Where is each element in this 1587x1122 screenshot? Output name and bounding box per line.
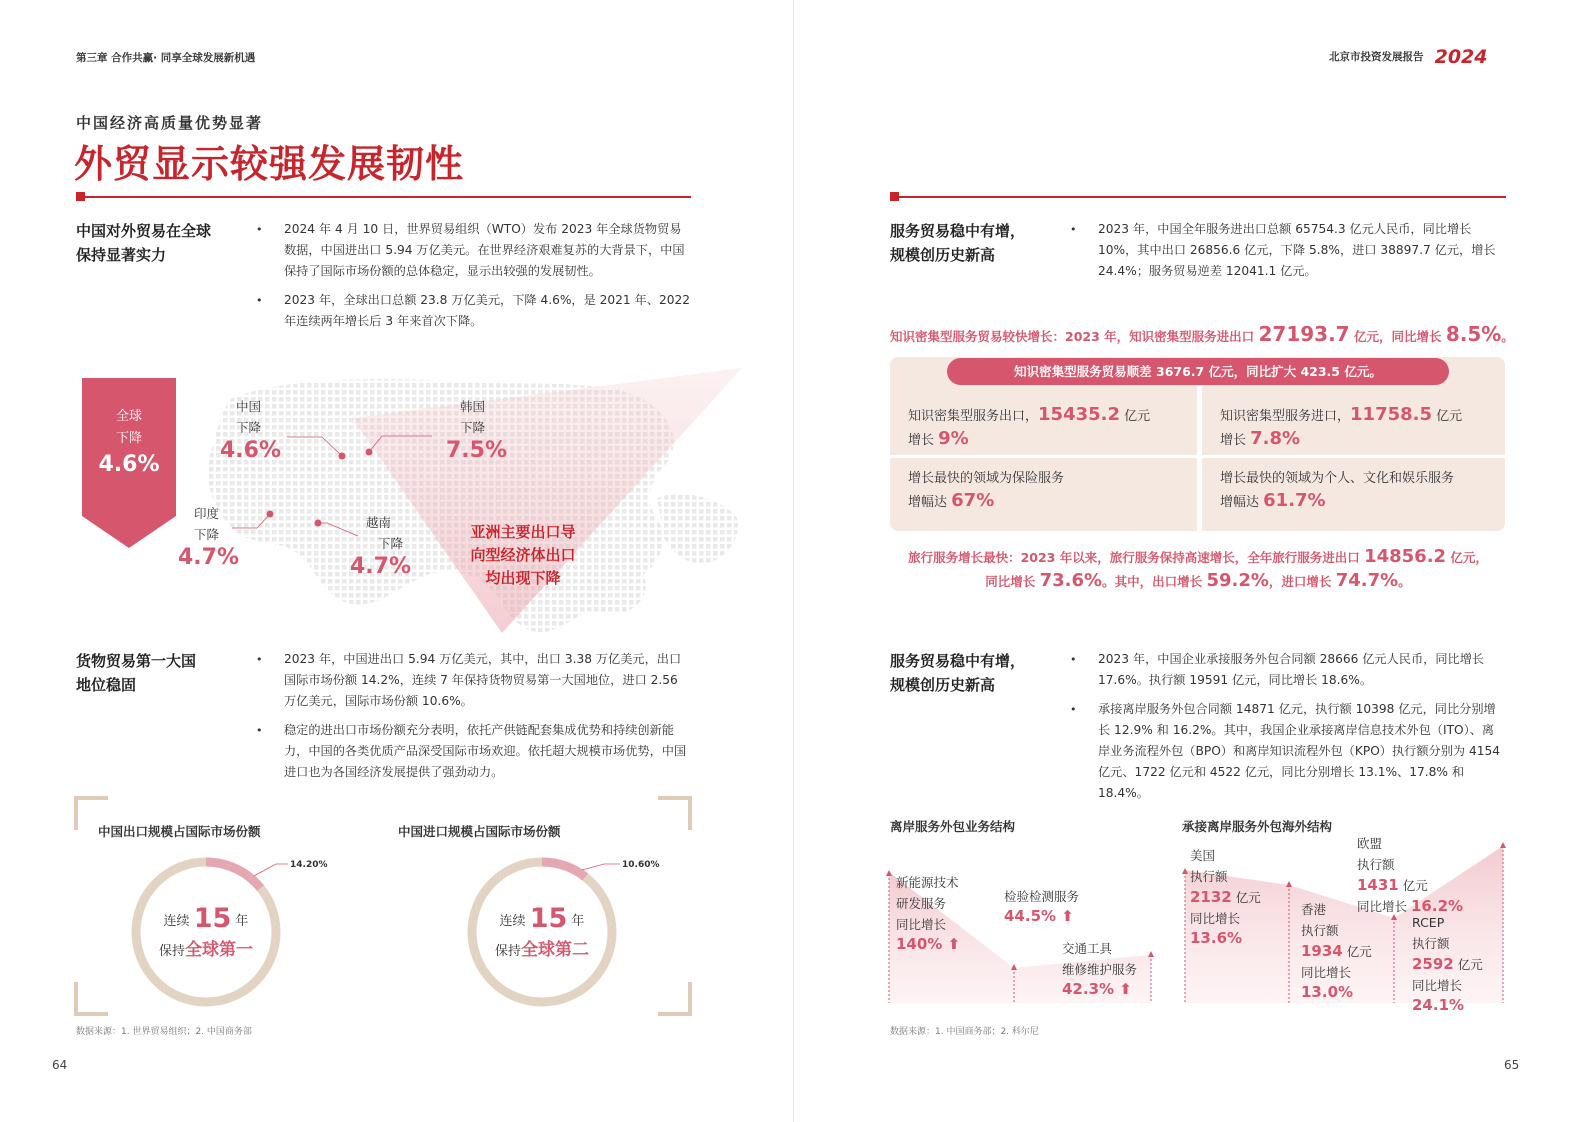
global-badge xyxy=(82,406,176,480)
block2-heading-line1: 货物贸易第一大国 xyxy=(76,652,197,670)
knowledge-growth: 8.5% xyxy=(1445,322,1502,346)
chart1-item-newenergy xyxy=(896,872,960,953)
chart1-item-transport xyxy=(1062,938,1137,998)
bullet-item: • 2023 年，中国企业承接服务外包合同额 28666 亿元人民币，同比增长 17.6%。执行额 19591 亿元，同比增长 18.6%。 xyxy=(1070,649,1506,691)
cell-text: 增长最快的领域为个人、文化和娱乐服务 xyxy=(1220,471,1455,486)
chart2-item-amount: 2592 xyxy=(1412,955,1454,973)
bullet-item: • 承接离岸服务外包合同额 14871 亿元，执行额 10398 亿元，同比分别增长 12.9% 和 16.2%。其中，我国企业承接离岸信息技术外包（ITO）、离岸业务流程外包（BPO）和离岸知识流程外包（KPO）执行额分别为 4154 亿元、1722 亿元和 4522 亿元，同比分别增长 13.1%、17.8% 和 18.4%。 xyxy=(1070,699,1506,804)
map-note xyxy=(460,521,586,590)
cell-text: 增长 xyxy=(908,433,939,448)
cell-text: 亿元 xyxy=(1120,409,1151,424)
cell-text: 增长 xyxy=(1220,433,1251,448)
travel-export-growth: 59.2% xyxy=(1206,570,1269,591)
cell-number: 67% xyxy=(951,490,995,511)
donut2-l1-pre: 连续 xyxy=(499,914,526,929)
right-block2-heading-line1: 服务贸易稳中有增， xyxy=(890,652,1026,670)
global-badge-label2: 下降 xyxy=(115,431,142,446)
right-block2-heading-line2: 规模创历史新高 xyxy=(890,676,996,694)
right-page-number: 65 xyxy=(1504,1058,1520,1072)
bullet-item: • 2023 年，中国全年服务进出口总额 65754.3 亿元人民币，同比增长 10%，其中出口 26856.6 亿元，下降 5.8%，进口 38897.7 亿元，增长 24.4%；服务贸易逆差 12041.1 亿元。 xyxy=(1070,219,1506,282)
chart1-item-label: 新能源技术 xyxy=(896,875,959,890)
travel-text: ，进口增长 xyxy=(1268,574,1336,589)
map-note-line: 亚洲主要出口导 xyxy=(470,523,576,541)
left-page xyxy=(0,0,793,1122)
marker-label: 下降 xyxy=(378,536,404,551)
travel-import-growth: 74.7% xyxy=(1335,570,1399,591)
block1-bullets xyxy=(256,219,692,340)
travel-text: 旅行服务增长最快：2023 年以来，旅行服务保持高速增长，全年旅行服务进出口 xyxy=(908,550,1365,565)
chart2-item-name: RCEP xyxy=(1412,915,1445,930)
marker-value: 4.7% xyxy=(350,554,412,579)
marker-label: 下降 xyxy=(460,420,486,435)
chart1-item-inspection xyxy=(1004,886,1079,925)
knowledge-pill: 知识密集型服务贸易顺差 3676.7 亿元，同比扩大 423.5 亿元。 xyxy=(947,358,1449,385)
cell-number: 9% xyxy=(938,428,969,449)
chart1-title: 离岸服务外包业务结构 xyxy=(890,819,1016,834)
block1-heading-line1: 中国对外贸易在全球 xyxy=(76,222,212,240)
section-title: 外贸显示较强发展韧性 xyxy=(74,142,465,186)
travel-text: 。其中，出口增长 xyxy=(1102,574,1207,589)
chart2-item-growth-label: 同比增长 xyxy=(1190,911,1241,926)
donut2-l2-pre: 保持 xyxy=(494,944,521,959)
knowledge-cell-import xyxy=(1220,404,1462,452)
chart2-item-label: 执行额 xyxy=(1301,923,1339,938)
travel-amount: 14856.2 xyxy=(1364,546,1447,567)
up-arrow-icon: ⬆ xyxy=(1061,907,1074,925)
report-year: 2024 xyxy=(1434,46,1488,68)
donut2-title: 中国进口规模占国际市场份额 xyxy=(398,824,561,839)
donut1-years: 15 xyxy=(193,903,232,934)
donut1-center xyxy=(146,904,266,965)
marker-label: 下降 xyxy=(194,527,220,542)
chart2-item-usa xyxy=(1190,845,1261,947)
donut2-l1-post: 年 xyxy=(571,914,585,929)
right-block1-bullets xyxy=(1070,219,1506,290)
chart1-item-value: 42.3% xyxy=(1062,980,1115,998)
left-page-number: 64 xyxy=(52,1058,68,1072)
marker-value: 4.7% xyxy=(178,545,240,570)
chart2-item-growth: 13.0% xyxy=(1301,983,1354,1001)
travel-text: 亿元， xyxy=(1446,550,1488,565)
chart2-item-name: 欧盟 xyxy=(1357,836,1383,851)
cell-text: 亿元 xyxy=(1432,409,1463,424)
up-arrow-icon: ⬆ xyxy=(947,935,961,953)
donut2-share-arc xyxy=(542,862,585,877)
chart2-item-amount: 1431 xyxy=(1357,876,1399,894)
travel-summary xyxy=(890,545,1506,593)
chart2-item-amount: 1934 xyxy=(1301,942,1343,960)
chart2-item-label: 执行额 xyxy=(1190,869,1228,884)
travel-growth: 73.6% xyxy=(1039,570,1103,591)
chapter-header xyxy=(76,50,255,65)
chart1-item-label: 交通工具 xyxy=(1062,941,1113,956)
donut2-share-label: 10.60% xyxy=(622,860,660,870)
cell-text: 增长最快的领域为保险服务 xyxy=(908,471,1065,486)
marker-vietnam xyxy=(350,512,411,579)
knowledge-divider-v xyxy=(1197,386,1202,531)
donut1-l2-pre: 保持 xyxy=(158,944,185,959)
travel-text: 。 xyxy=(1398,574,1411,589)
donut1-share-arc xyxy=(206,862,260,888)
chart2-item-name: 美国 xyxy=(1190,848,1216,863)
donut1-title: 中国出口规模占国际市场份额 xyxy=(98,824,261,839)
section-subtitle: 中国经济高质量优势显著 xyxy=(76,114,264,132)
knowledge-text: 。 xyxy=(1501,329,1514,344)
marker-name: 越南 xyxy=(366,515,392,530)
chart1-item-value: 44.5% xyxy=(1004,907,1057,925)
cell-text: 知识密集型服务出口， xyxy=(908,409,1039,424)
block1-heading xyxy=(76,219,246,267)
world-map-graphic xyxy=(82,368,742,648)
map-note-line: 均出现下降 xyxy=(485,569,561,587)
chart1-item-value: 140% xyxy=(896,935,943,953)
travel-text: 同比增长 xyxy=(985,574,1040,589)
knowledge-divider-h xyxy=(890,455,1505,458)
chart2-item-unit: 亿元 xyxy=(1402,878,1428,893)
knowledge-cell-export xyxy=(908,404,1150,452)
chart2-item-amount: 2132 xyxy=(1190,888,1232,906)
cell-number: 7.8% xyxy=(1250,428,1301,449)
marker-name: 印度 xyxy=(194,506,220,521)
chart2-item-growth-label: 同比增长 xyxy=(1412,978,1463,993)
bullet-item: • 2023 年，中国进出口 5.94 万亿美元，其中，出口 3.38 万亿美元，出口国际市场份额 14.2%，连续 7 年保持货物贸易第一大国地位，进口 2.56 万亿美元，国际市场份额 10.6%。 xyxy=(256,649,692,712)
right-block1-heading-line2: 规模创历史新高 xyxy=(890,246,996,264)
marker-label: 下降 xyxy=(236,420,262,435)
donut1-rank: 全球第一 xyxy=(185,940,253,960)
chart2-item-growth-label: 同比增长 xyxy=(1357,899,1408,914)
chart2-item-growth: 13.6% xyxy=(1190,929,1243,947)
donut2-center xyxy=(482,904,602,965)
chart1-item-label: 同比增长 xyxy=(896,917,947,932)
marker-value: 7.5% xyxy=(446,438,508,463)
donut2-years: 15 xyxy=(529,903,568,934)
chart2-item-unit: 亿元 xyxy=(1457,957,1483,972)
right-block1-heading-line1: 服务贸易稳中有增， xyxy=(890,222,1026,240)
cell-text: 增幅达 xyxy=(908,495,952,510)
block2-heading-line2: 地位稳固 xyxy=(76,676,137,694)
chart2-item-unit: 亿元 xyxy=(1235,890,1261,905)
cell-text: 知识密集型服务进口， xyxy=(1220,409,1351,424)
block2-bullets xyxy=(256,649,692,791)
chart1-item-label: 维修维护服务 xyxy=(1062,962,1138,977)
donut1-l1-post: 年 xyxy=(235,914,249,929)
chart2-item-growth: 16.2% xyxy=(1411,897,1464,915)
chart2-item-growth: 24.1% xyxy=(1412,996,1465,1014)
knowledge-amount: 27193.7 xyxy=(1258,322,1350,346)
chart2-item-rcep xyxy=(1412,912,1483,1014)
chapter-suffix: · 同享全球发展新机遇 xyxy=(153,52,256,64)
donut1-share-label: 14.20% xyxy=(290,860,328,870)
map-note-line: 向型经济体出口 xyxy=(470,546,576,564)
global-badge-value: 4.6% xyxy=(98,452,160,477)
right-block1-heading xyxy=(890,219,1060,267)
marker-korea xyxy=(446,396,507,463)
marker-name: 韩国 xyxy=(460,399,486,414)
chart1-item-label: 检验检测服务 xyxy=(1004,889,1080,904)
report-name: 北京市投资发展报告 xyxy=(1329,51,1424,63)
chart2-item-label: 执行额 xyxy=(1357,857,1395,872)
bullet-item: • 2024 年 4 月 10 日，世界贸易组织（WTO）发布 2023 年全球货物贸易数据，中国进出口 5.94 万亿美元。在世界经济艰难复苏的大背景下，中国保持了国际市场份额的总体稳定，显示出较强的发展韧性。 xyxy=(256,219,692,282)
up-arrow-icon: ⬆ xyxy=(1119,980,1132,998)
marker-india xyxy=(178,503,239,570)
block1-heading-line2: 保持显著实力 xyxy=(76,246,167,264)
chart2-item-eu xyxy=(1357,833,1463,917)
knowledge-text: 知识密集型服务贸易较快增长：2023 年，知识密集型服务进出口 xyxy=(890,329,1259,344)
knowledge-summary xyxy=(890,322,1514,346)
right-page xyxy=(794,0,1587,1122)
cell-number: 15435.2 xyxy=(1038,404,1120,425)
marker-name: 中国 xyxy=(236,399,262,414)
chart2-title: 承接离岸服务外包海外结构 xyxy=(1182,819,1333,834)
cell-number: 61.7% xyxy=(1263,490,1326,511)
right-block2-heading xyxy=(890,649,1060,697)
title-rule xyxy=(76,196,691,198)
left-footnote: 数据来源：1. 世界贸易组织；2. 中国商务部 xyxy=(76,1027,252,1037)
chart2-item-name: 香港 xyxy=(1301,902,1327,917)
right-block2-bullets xyxy=(1070,649,1506,812)
donut1-l1-pre: 连续 xyxy=(163,914,190,929)
report-header xyxy=(1329,46,1487,68)
chart2-item-label: 执行额 xyxy=(1412,936,1450,951)
block2-heading xyxy=(76,649,246,697)
knowledge-cell-culture xyxy=(1220,468,1454,514)
right-footnote: 数据来源：1. 中国商务部；2. 科尔尼 xyxy=(890,1027,1039,1037)
global-badge-label1: 全球 xyxy=(115,409,142,424)
chart2-item-unit: 亿元 xyxy=(1346,944,1372,959)
cell-text: 增幅达 xyxy=(1220,495,1264,510)
chart1-item-label: 研发服务 xyxy=(896,896,947,911)
bullet-item: • 2023 年，全球出口总额 23.8 万亿美元，下降 4.6%，是 2021 年、2022 年连续两年增长后 3 年来首次下降。 xyxy=(256,290,692,332)
cell-number: 11758.5 xyxy=(1350,404,1432,425)
chapter-bold: 合作共赢 xyxy=(111,52,154,64)
bullet-item: • 稳定的进出口市场份额充分表明，依托产供链配套集成优势和持续创新能力，中国的各类优质产品深受国际市场欢迎。依托超大规模市场优势，中国进口也为各国经济发展提供了强劲动力。 xyxy=(256,720,692,783)
marker-china xyxy=(220,396,281,463)
title-rule-right xyxy=(890,196,1506,198)
chapter-prefix: 第三章 xyxy=(76,52,112,64)
donut2-rank: 全球第二 xyxy=(521,940,589,960)
knowledge-text: 亿元，同比增长 xyxy=(1349,329,1446,344)
knowledge-cell-insurance xyxy=(908,468,1064,514)
marker-value: 4.6% xyxy=(220,438,282,463)
chart2-item-growth-label: 同比增长 xyxy=(1301,965,1352,980)
